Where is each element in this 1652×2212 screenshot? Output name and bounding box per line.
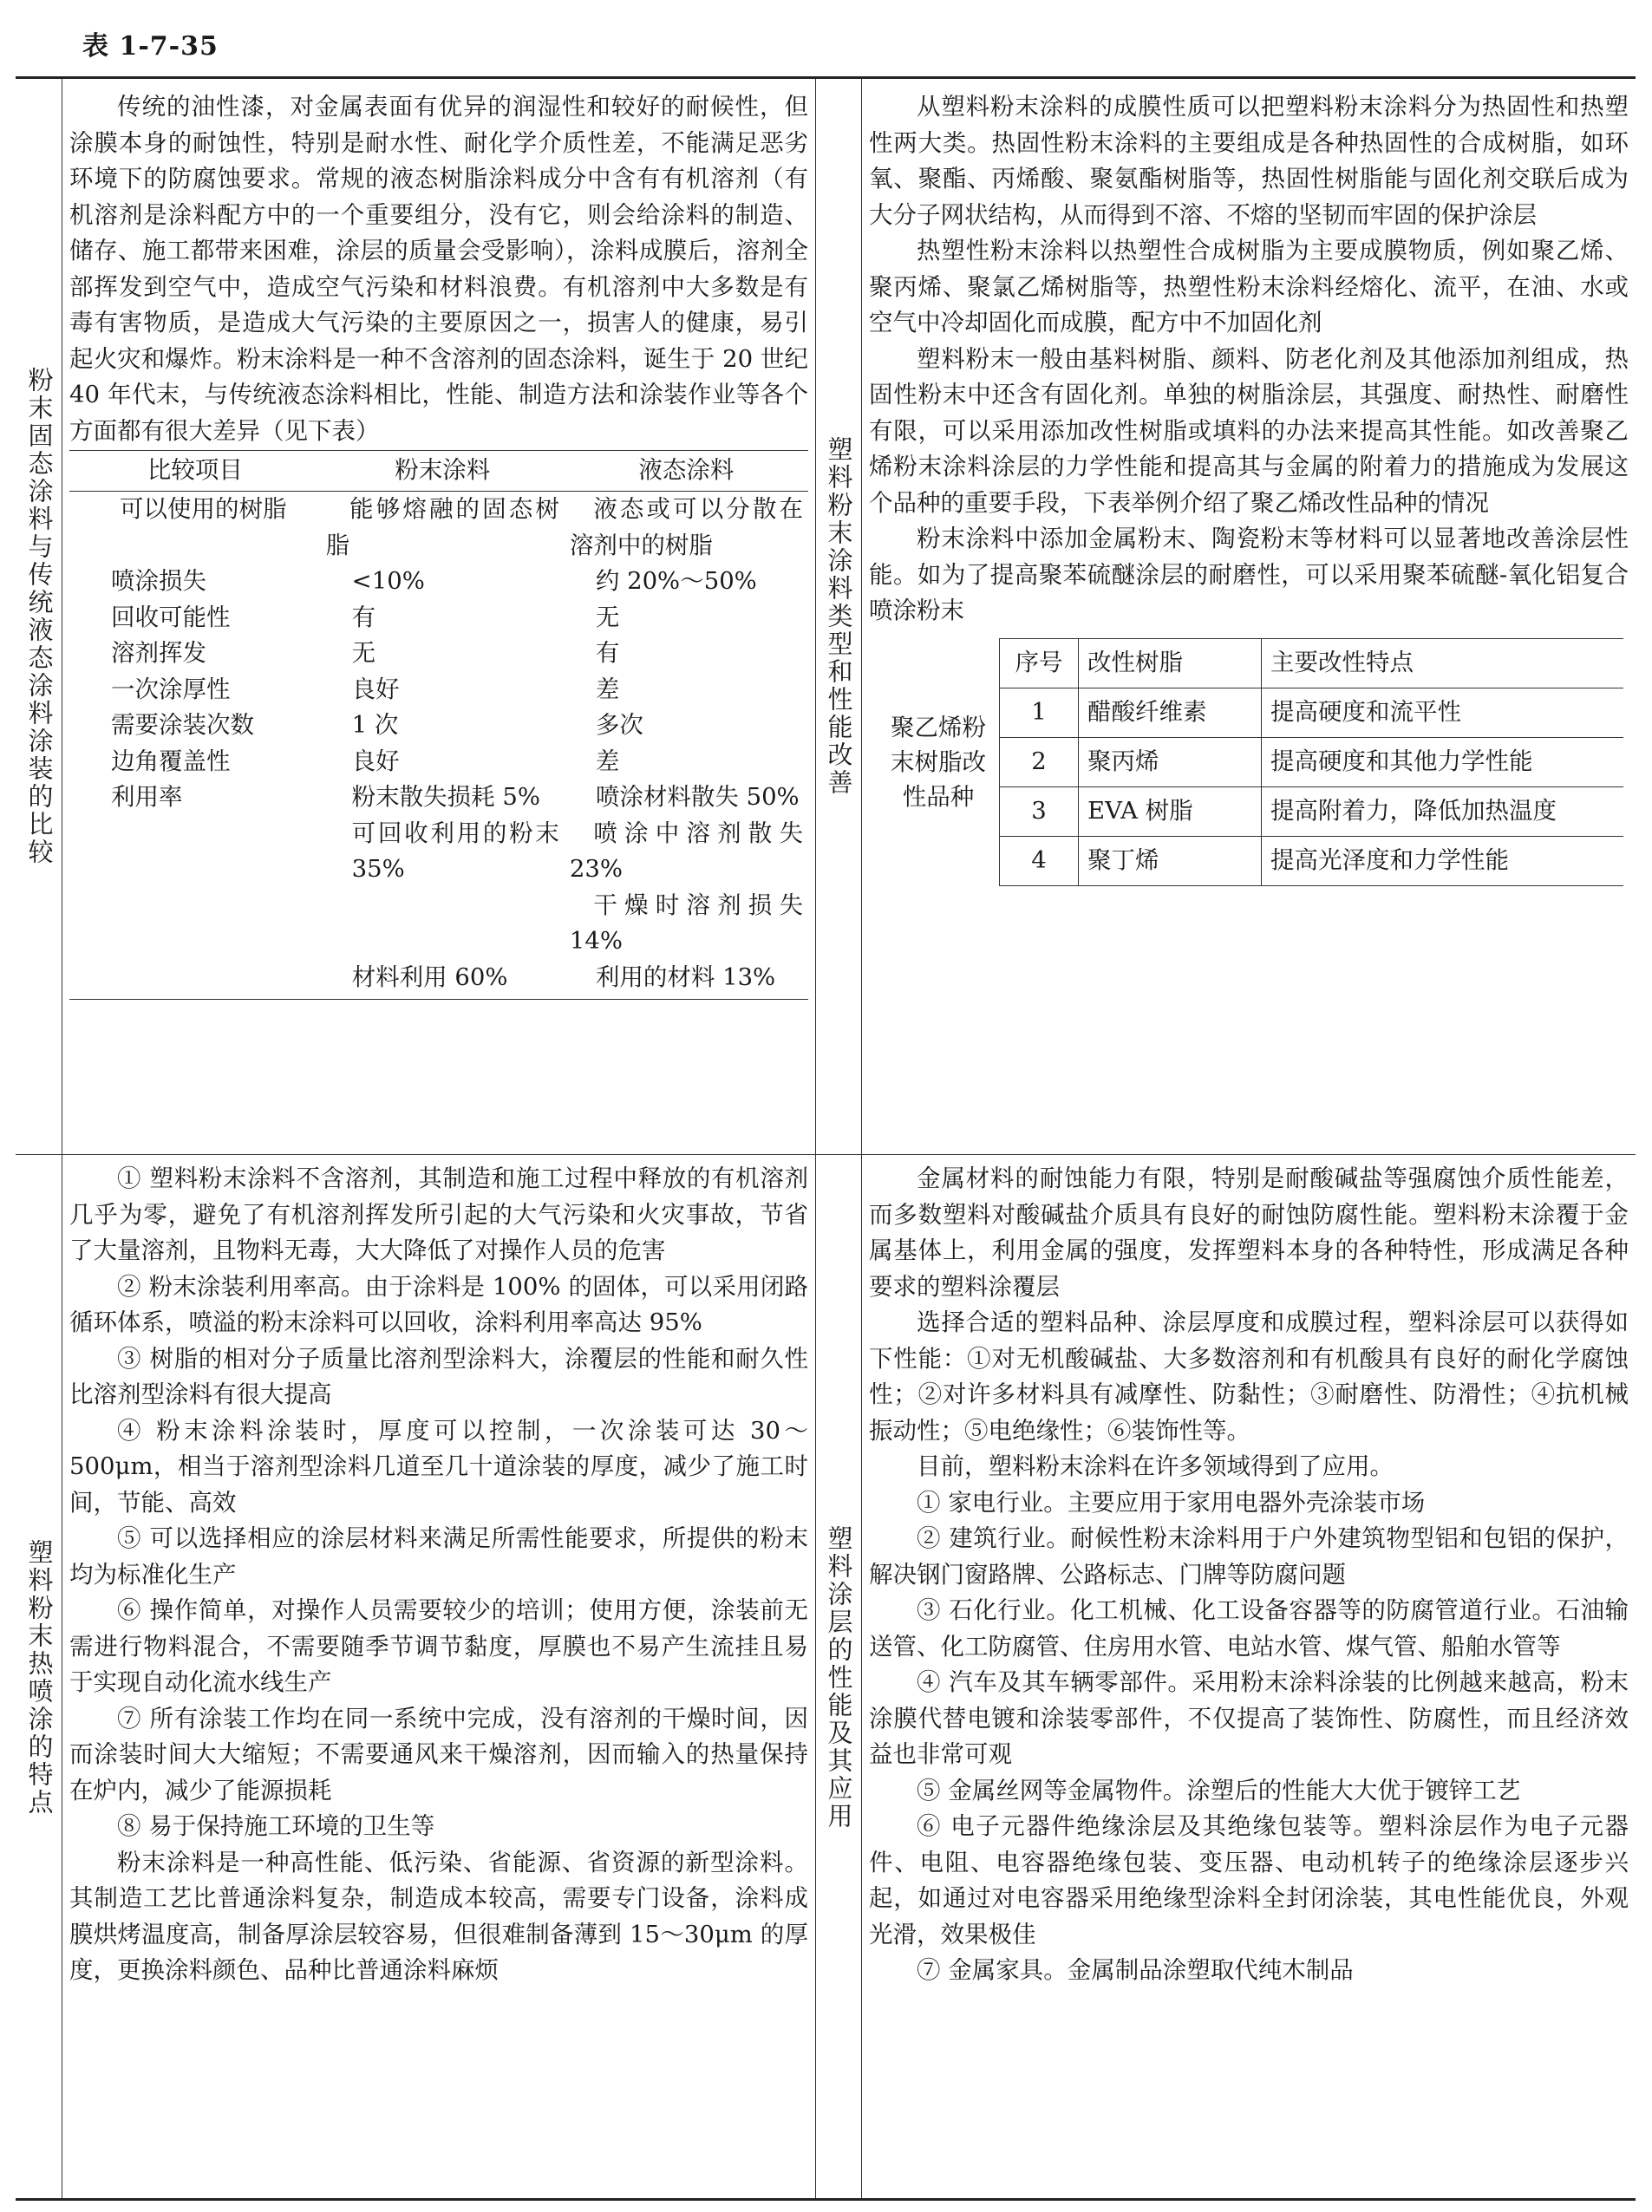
- paragraph: ③ 石化行业。化工机械、化工设备容器等的防腐管道行业。石油输送管、化工防腐管、住房用水管、电站水管、煤气管、船舶水管等: [869, 1596, 1629, 1661]
- table-cell: 提高附着力，降低加热温度: [1262, 786, 1624, 836]
- table-cell: 多次: [595, 711, 643, 739]
- paragraph: ⑥ 电子元器件绝缘涂层及其绝缘包装等。塑料涂层作为电子元器件、电阻、电容器绝缘包装、变压器、电动机转子的绝缘涂层逐步兴起，如通过对电容器采用绝缘型涂料全封闭涂装，其电性能优良，外观光滑，效果极佳: [869, 1812, 1629, 1948]
- row1-left-cell: [69, 89, 808, 1000]
- table-cell: 溶剂挥发: [111, 639, 206, 667]
- polyethylene-modification-table: [878, 638, 1623, 886]
- row1-left-label: 粉末固态涂料与传统液态涂料涂装的比较: [24, 367, 55, 866]
- table-cell: 有: [351, 603, 376, 631]
- pe-header: 改性树脂: [1079, 638, 1262, 688]
- table-cell: 能够熔融的固态树脂: [325, 495, 559, 559]
- table-cell: 无: [595, 603, 620, 631]
- table-cell: [69, 960, 321, 1000]
- table-cell: 1: [1000, 688, 1079, 737]
- paragraph: 粉末涂料中添加金属粉末、陶瓷粉末等材料可以显著地改善涂层性能。如为了提高聚苯硫醚涂层的耐磨性，可以采用聚苯硫醚-氧化铝复合喷涂粉末: [869, 525, 1629, 624]
- table-row: [69, 636, 808, 672]
- paragraph: ① 塑料粉末涂料不含溶剂，其制造和施工过程中释放的有机溶剂几乎为零，避免了有机溶剂挥发所引起的大气污染和火灾事故，节省了大量溶剂，且物料无毒，大大降低了对操作人员的危害: [69, 1165, 808, 1264]
- paragraph: ① 家电行业。主要应用于家用电器外壳涂装市场: [917, 1488, 1426, 1517]
- table-row: [69, 780, 808, 816]
- table-cell: [69, 888, 321, 960]
- table-row: [69, 744, 808, 780]
- table-row: [69, 960, 808, 1000]
- comparison-header: 液态涂料: [565, 451, 808, 492]
- table-cell: 醋酸纤维素: [1079, 688, 1262, 737]
- paragraph: ⑦ 金属家具。金属制品涂塑取代纯木制品: [917, 1956, 1354, 1984]
- row2-left-label: 塑料粉末热喷涂的特点: [24, 1539, 55, 1817]
- table-cell: 需要涂装次数: [111, 711, 254, 739]
- row2-right-label: 塑料涂层的性能及其应用: [824, 1525, 854, 1830]
- pe-header-row: [878, 638, 1623, 688]
- table-cell: 3: [1000, 786, 1079, 836]
- paragraph: ⑦ 所有涂装工作均在同一系统中完成，没有溶剂的干燥时间，因而涂装时间大大缩短；不需要通风来干燥溶剂，因而输入的热量保持在炉内，减少了能源损耗: [69, 1704, 808, 1804]
- table-cell: 喷涂中溶剂散失 23%: [569, 819, 803, 883]
- paragraph: 从塑料粉末涂料的成膜性质可以把塑料粉末涂料分为热固性和热塑性两大类。热固性粉末涂料的主要组成是各种热固性的合成树脂，如环氧、聚酯、丙烯酸、聚氨酯树脂等，热固性树脂能与固化剂交联后成为大分子网状结构，从而得到不溶、不熔的坚韧而牢固的保护涂层: [869, 93, 1629, 229]
- table-cell: <10%: [351, 567, 425, 595]
- table-cell: 4: [1000, 836, 1079, 885]
- row2-left-cell: [69, 1161, 808, 1989]
- table-cell: 良好: [351, 675, 400, 703]
- table-cell: 提高硬度和流平性: [1262, 688, 1624, 737]
- table-cell: 良好: [351, 747, 400, 775]
- table-cell: 喷涂材料散失 50%: [595, 783, 800, 811]
- table-cell: [69, 816, 321, 888]
- pe-header: 主要改性特点: [1262, 638, 1624, 688]
- table-cell: 利用的材料 13%: [565, 960, 808, 1000]
- paragraph: 粉末涂料是一种高性能、低污染、省能源、省资源的新型涂料。其制造工艺比普通涂料复杂，制造成本较高，需要专门设备，涂料成膜烘烤温度高，制备厚涂层较容易，但很难制备薄到 15～30μm 的厚度，更换涂料颜色、品种比普通涂料麻烦: [69, 1848, 808, 1984]
- paragraph: 目前，塑料粉末涂料在许多领域得到了应用。: [917, 1452, 1394, 1480]
- paragraph: ② 粉末涂装利用率高。由于涂料是 100% 的固体，可以采用闭路循环体系，喷溢的粉末涂料可以回收，涂料利用率高达 95%: [69, 1272, 808, 1336]
- pe-category-cell: 聚乙烯粉末树脂改性品种: [878, 638, 1000, 885]
- table-cell: 可回收利用的粉末 35%: [351, 819, 559, 883]
- paragraph: ⑥ 操作简单，对操作人员需要较少的培训；使用方便，涂装前无需进行物料混合，不需要随季节调节黏度，厚膜也不易产生流挂且易于实现自动化流水线生产: [69, 1596, 808, 1696]
- table-cell: 约 20%～50%: [595, 567, 757, 595]
- paragraph: ③ 树脂的相对分子质量比溶剂型涂料大，涂覆层的性能和耐久性比溶剂型涂料有很大提高: [69, 1344, 808, 1408]
- table-cell: 利用率: [111, 783, 183, 811]
- table-row: [69, 816, 808, 888]
- main-table: [16, 76, 1636, 2201]
- column-rule: [861, 79, 862, 2198]
- paragraph: 选择合适的塑料品种、涂层厚度和成膜过程，塑料涂层可以获得如下性能：①对无机酸碱盐、大多数溶剂和有机酸具有良好的耐化学腐蚀性；②对许多材料具有减摩性、防黏性；③耐磨性、防滑性；④抗机械振动性；⑤电绝缘性；⑥装饰性等。: [869, 1308, 1629, 1445]
- table-cell: 无: [351, 639, 376, 667]
- table-row: [69, 564, 808, 600]
- table-cell: 喷涂损失: [111, 567, 206, 595]
- paragraph: 金属材料的耐蚀能力有限，特别是耐酸碱盐等强腐蚀介质性能差，而多数塑料对酸碱盐介质具有良好的耐蚀防腐性能。塑料粉末涂覆于金属基体上，利用金属的强度，发挥塑料本身的各种特性，形成满足各种要求的塑料涂覆层: [869, 1165, 1629, 1301]
- table-title: 表 1-7-35: [82, 31, 219, 62]
- table-cell: [321, 888, 565, 960]
- table-cell: 干燥时溶剂损失 14%: [569, 891, 803, 955]
- paragraph: ⑧ 易于保持施工环境的卫生等: [117, 1812, 435, 1840]
- table-cell: 差: [595, 747, 620, 775]
- table-cell: 回收可能性: [111, 603, 231, 631]
- table-cell: 提高光泽度和力学性能: [1262, 836, 1624, 885]
- paragraph: 塑料粉末一般由基料树脂、颜料、防老化剂及其他添加剂组成，热固性粉末中还含有固化剂。单独的树脂涂层，其强度、耐热性、耐磨性有限，可以采用添加改性树脂或填料的办法来提高其性能。如改善聚乙烯粉末涂料涂层的力学性能和提高其与金属的附着力的措施成为发展这个品种的重要手段，下表举例介绍了聚乙烯改性品种的情况: [869, 344, 1629, 517]
- table-cell: 1 次: [351, 711, 399, 739]
- table-cell: 提高硬度和其他力学性能: [1262, 737, 1624, 786]
- table-cell: 粉末散失损耗 5%: [351, 783, 541, 811]
- intro-paragraph: 传统的油性漆，对金属表面有优异的润湿性和较好的耐候性，但涂膜本身的耐蚀性，特别是耐水性、耐化学介质性差，不能满足恶劣环境下的防腐蚀要求。常规的液态树脂涂料成分中含有有机溶剂（有机溶剂是涂料配方中的一个重要组分，没有它，则会给涂料的制造、储存、施工都带来困难，涂层的质量会受影响），涂料成膜后，溶剂全部挥发到空气中，造成空气污染和材料浪费。有机溶剂中大多数是有毒有害物质，是造成大气污染的主要原因之一，损害人的健康，易引起火灾和爆炸。粉末涂料是一种不含溶剂的固态涂料，诞生于 20 世纪 40 年代末，与传统液态涂料相比，性能、制造方法和涂装作业等各个方面都有很大差异（见下表）: [69, 93, 808, 445]
- paragraph: ④ 粉末涂料涂装时，厚度可以控制，一次涂装可达 30～500μm，相当于溶剂型涂料几道至几十道涂装的厚度，减少了施工时间，节能、高效: [69, 1416, 808, 1517]
- table-cell: 液态或可以分散在溶剂中的树脂: [569, 495, 803, 559]
- paragraph: ⑤ 可以选择相应的涂层材料来满足所需性能要求，所提供的粉末均为标准化生产: [69, 1524, 808, 1589]
- row1-right-label: 塑料粉末涂料类型和性能改善: [824, 436, 854, 797]
- paragraph: 热塑性粉末涂料以热塑性合成树脂为主要成膜物质，例如聚乙烯、聚丙烯、聚氯乙烯树脂等，热塑性粉末涂料经熔化、流平，在油、水或空气中冷却固化而成膜，配方中不加固化剂: [869, 237, 1629, 336]
- table-row: [69, 708, 808, 744]
- row2-right-cell: [869, 1161, 1629, 1989]
- table-cell: EVA 树脂: [1079, 786, 1262, 836]
- table-cell: 聚丙烯: [1079, 737, 1262, 786]
- comparison-header-row: [69, 451, 808, 492]
- table-cell: 有: [595, 639, 620, 667]
- table-row: [69, 888, 808, 960]
- table-cell: 2: [1000, 737, 1079, 786]
- table-cell: 材料利用 60%: [321, 960, 565, 1000]
- table-row: [69, 672, 808, 708]
- table-cell: 一次涂厚性: [111, 675, 231, 703]
- comparison-header: 粉末涂料: [321, 451, 565, 492]
- paragraph: ⑤ 金属丝网等金属物件。涂塑后的性能大大优于镀锌工艺: [917, 1776, 1521, 1804]
- paragraph: ④ 汽车及其车辆零部件。采用粉末涂料涂装的比例越来越高，粉末涂膜代替电镀和涂装零部件，不仅提高了装饰性、防腐性，而且经济效益也非常可观: [869, 1668, 1629, 1768]
- table-cell: 聚丁烯: [1079, 836, 1262, 885]
- table-cell: 边角覆盖性: [111, 747, 231, 775]
- table-row: [69, 492, 808, 564]
- pe-header: 序号: [1000, 638, 1079, 688]
- table-cell: 差: [595, 675, 620, 703]
- paragraph: ② 建筑行业。耐候性粉末涂料用于户外建筑物型铝和包铝的保护，解决钢门窗路牌、公路标志、门牌等防腐问题: [869, 1524, 1629, 1589]
- comparison-table: [69, 450, 808, 1000]
- row1-right-cell: [869, 89, 1629, 886]
- table-row: [69, 600, 808, 636]
- table-cell: 可以使用的树脂: [120, 495, 287, 523]
- comparison-header: 比较项目: [69, 451, 321, 492]
